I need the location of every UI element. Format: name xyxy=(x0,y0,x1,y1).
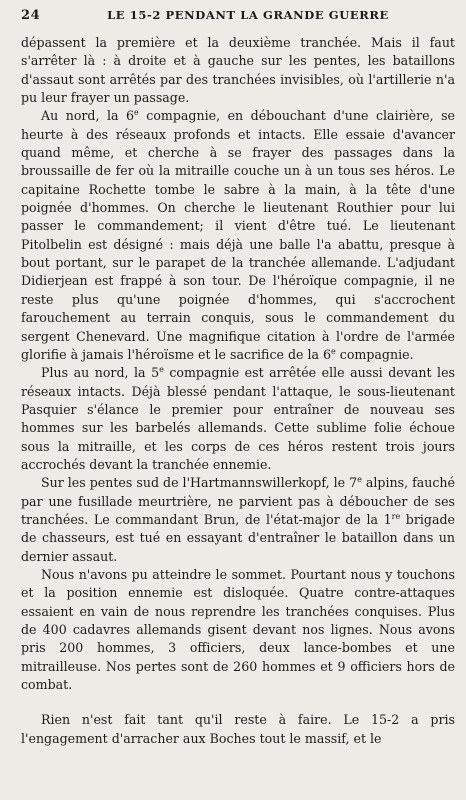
page-number: 24 xyxy=(21,8,41,23)
running-head xyxy=(21,8,455,34)
superscript: e xyxy=(331,346,336,356)
paragraph xyxy=(21,364,455,474)
superscript: e xyxy=(134,108,139,118)
paragraph xyxy=(21,566,455,694)
paragraph xyxy=(21,474,455,566)
paragraph xyxy=(21,107,455,364)
text-run: Rien n'est fait tant qu'il reste à faire. Le 15-2 a pris l'engagement d'arracher aux Boches tout le massif, et le xyxy=(21,712,455,746)
paragraph xyxy=(21,34,455,107)
text-run: Sur les pentes sud de l'Hartmannswillerkopf, le 7 xyxy=(41,475,358,491)
text-run: Au nord, la 6 xyxy=(41,108,135,124)
paragraph xyxy=(21,711,455,748)
superscript: e xyxy=(357,475,362,485)
superscript: e xyxy=(159,365,164,375)
text-run: brigade de chasseurs, est tué en essayant d'entraîner le bataillon dans un dernier assaut. xyxy=(21,511,456,564)
text-run: Plus au nord, la 5 xyxy=(41,365,160,381)
running-title: LE 15-2 PENDANT LA GRANDE GUERRE xyxy=(107,8,389,22)
text-run: compagnie, en débouchant d'une clairière, se heurte à des réseaux profonds et intacts. Elle essaie d'avancer quand même, et cherche à se frayer des passages dans la broussaille de fer où la mitraille couche un à un tous ses héros. Le capitaine Rochette tombe le sabre à la main, à la tête d'une poignée d'hommes. On cherche le lieutenant Routhier pour lui passer le commandement; il vient d'être tué. Le lieutenant Pitolbelin est désigné : mais déjà une balle l'a abattu, presque à bout portant, sur le parapet de la tranchée allemande. L'adjudant Didierjean est frappé à son tour. De l'héroïque compagnie, il ne reste plus qu'une poignée d'hommes, qui s'accrochent farouchement au terrain conquis, sous le commandement du sergent Chenevard. Une magnifique citation à l'ordre de l'armée glorifie à jamais l'héroïsme et le sacrifice de la 6 xyxy=(21,108,455,362)
text-run: dépassent la première et la deuxième tranchée. Mais il faut s'arrêter là : à droite et à gauche sur les pentes, les bataillons d'assaut sont arrêtés par des tranchées invisibles, où l'artillerie n'a pu leur frayer un passage. xyxy=(21,35,455,106)
text-run: compagnie est arrêtée elle aussi devant les réseaux intacts. Déjà blessé pendant l'attaque, le sous-lieutenant Pasquier s'élance le premier pour entraîner de nouveau ses hommes sur les barbelés allemands. Cette sublime folie échoue sous la mitraille, et les corps de ces héros restent trois jours accrochés devant la tranchée ennemie. xyxy=(21,365,455,472)
body-text xyxy=(21,34,455,748)
text-run: compagnie. xyxy=(335,346,414,362)
text-run: Nous n'avons pu atteindre le sommet. Pourtant nous y touchons et la position ennemie est disloquée. Quatre contre-attaques essaient en vain de nous reprendre les tranchées conquises. Plus de 400 cadavres allemands gisent devant nos lignes. Nous avons pris 200 hommes, 3 officiers, deux lance-bombes et une mitrailleuse. Nos pertes sont de 260 hommes et 9 officiers hors de combat. xyxy=(21,566,455,693)
superscript: re xyxy=(391,511,401,521)
text-run: alpins, fauché par une fusillade meurtrière, ne parvient pas à déboucher de ses tranchées. Le commandant Brun, de l'état-major de la 1 xyxy=(21,475,456,527)
